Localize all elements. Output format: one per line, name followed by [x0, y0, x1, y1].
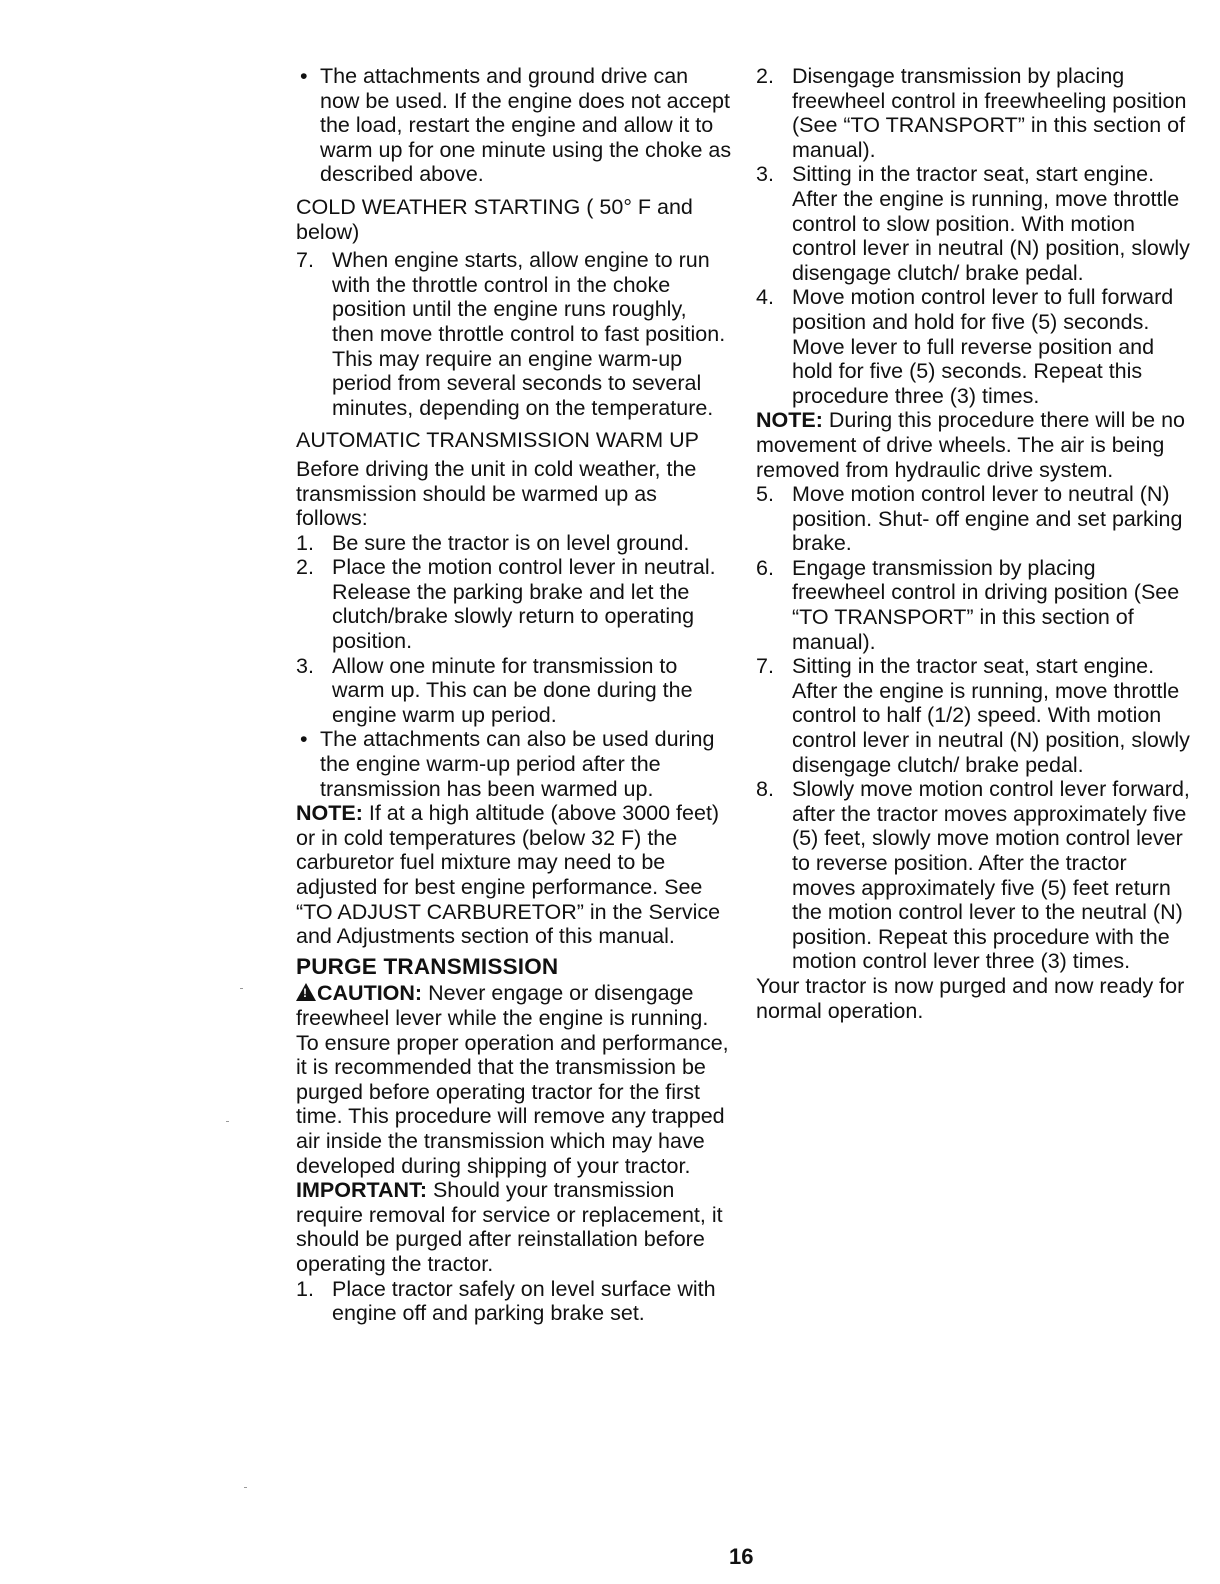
list-item-text: Move motion control lever to full forward position and hold for five (5) seconds. Move lever to full reverse position and hold for five (5) seconds. Repeat this procedure three (3) times.	[792, 285, 1174, 408]
list-item	[296, 248, 732, 420]
closing-text: Your tractor is now purged and now ready for normal operation.	[756, 973, 1185, 1023]
bullet-marker: •	[300, 727, 308, 752]
list-item-text: Move motion control lever to neutral (N) position. Shut- off engine and set parking brake.	[792, 482, 1183, 556]
list-item	[756, 654, 1194, 777]
list-item-text: Disengage transmission by placing freewheel control in freewheeling position (See “TO TRANSPORT” in this section of manual).	[792, 64, 1187, 162]
step-number: 1.	[296, 530, 314, 555]
step-number: 3.	[296, 653, 314, 678]
step-number: 7.	[296, 248, 314, 273]
step-number: 5.	[756, 482, 774, 507]
list-item	[756, 777, 1194, 974]
step-number: 4.	[756, 285, 774, 310]
important-text: Should your transmission require removal for service or replacement, it should be purged after reinstallation before operating the tractor.	[296, 1178, 723, 1276]
list-item-text: Sitting in the tractor seat, start engine. After the engine is running, move throttle control to slow position. With motion control lever in neutral (N) position, slowly disengage clutch/ brake pedal.	[792, 162, 1190, 285]
note-text: If at a high altitude (above 3000 feet) or in cold temperatures (below 32 F) the carburetor fuel mixture may need to be adjusted for best engine performance. See “TO ADJUST CARBURETOR” in the Service and Adjustments section of this manual.	[296, 801, 721, 949]
list-item-text: Sitting in the tractor seat, start engine. After the engine is running, move throttle control to half (1/2) speed. With motion control lever in neutral (N) position, slowly disengage clutch/ brake pedal.	[792, 654, 1190, 777]
step-number: 3.	[756, 162, 774, 187]
bullet-marker: •	[300, 64, 308, 88]
list-item	[756, 556, 1194, 654]
step-number: 2.	[296, 555, 314, 580]
important-label: IMPORTANT:	[296, 1178, 427, 1203]
list-item	[756, 482, 1194, 556]
step-number: 7.	[756, 654, 774, 679]
note-label: NOTE:	[756, 408, 823, 433]
step-number: 2.	[756, 64, 774, 88]
right-column	[756, 64, 1194, 1023]
note-drive-wheels	[756, 408, 1194, 482]
caution-label: CAUTION:	[317, 981, 423, 1006]
list-item	[296, 654, 732, 728]
purge-intro: To ensure proper operation and performance, it is recommended that the transmission be purged before operating tractor for the first time. This procedure will remove any trapped air inside the transmission which may have developed during shipping of your tractor.	[296, 1030, 729, 1178]
list-item-text: Slowly move motion control lever forward, after the tractor moves approximately five (5) feet, slowly move motion control lever to reverse position. After the tractor moves approximately five (5) feet return the motion control lever to the neutral (N) position. Repeat this procedure with the motion control lever three (3) times.	[792, 777, 1190, 974]
list-item	[756, 285, 1194, 408]
note-label: NOTE:	[296, 801, 363, 826]
list-item	[296, 727, 732, 801]
list-item-text: Be sure the tractor is on level ground.	[332, 530, 690, 555]
note-altitude	[296, 801, 732, 949]
step-number: 1.	[296, 1276, 314, 1301]
auto-warmup-heading: AUTOMATIC TRANSMISSION WARM UP	[296, 428, 699, 453]
step-number: 8.	[756, 777, 774, 802]
list-item-text: The attachments can also be used during the engine warm-up period after the transmission has been warmed up.	[320, 727, 715, 801]
list-item	[296, 1277, 732, 1326]
list-item	[296, 555, 732, 653]
caution-text: Never engage or disengage freewheel lever while the engine is running.	[296, 981, 709, 1030]
list-item-text: Place the motion control lever in neutral. Release the parking brake and let the clutch/brake slowly return to operating position.	[332, 555, 716, 654]
list-item-text: Allow one minute for transmission to warm up. This can be done during the engine warm up period.	[332, 653, 693, 727]
list-item-text: Engage transmission by placing freewheel control in driving position (See “TO TRANSPORT” in this section of manual).	[792, 555, 1180, 654]
scan-speck	[226, 1121, 229, 1122]
note-text: During this procedure there will be no movement of drive wheels. The air is being removed from hydraulic drive system.	[756, 408, 1185, 482]
list-item-text: Place tractor safely on level surface with engine off and parking brake set.	[332, 1276, 716, 1326]
purge-transmission-heading: PURGE TRANSMISSION	[296, 953, 559, 979]
list-item	[756, 162, 1194, 285]
caution-note	[296, 981, 732, 1030]
list-item-text: When engine starts, allow engine to run with the throttle control in the choke position until the engine runs roughly, then move throttle control to fast position. This may require an engine warm-up period from several seconds to several minutes, depending on the temperature.	[332, 248, 726, 420]
page-number: 16	[729, 1544, 754, 1569]
scan-speck	[244, 1487, 247, 1488]
list-item-text: The attachments and ground drive can now be used. If the engine does not accept the load, restart the engine and allow it to warm up for one minute using the choke as described above.	[320, 64, 732, 187]
cold-weather-heading: COLD WEATHER STARTING ( 50° F and below)	[296, 194, 693, 244]
important-note	[296, 1178, 732, 1276]
list-item	[756, 64, 1194, 162]
warning-triangle-icon	[296, 983, 316, 1001]
auto-warmup-intro: Before driving the unit in cold weather, the transmission should be warmed up as follows:	[296, 456, 697, 531]
left-column	[296, 64, 732, 1326]
scan-speck	[240, 988, 243, 989]
list-item	[296, 64, 732, 187]
list-item	[296, 531, 732, 556]
step-number: 6.	[756, 555, 774, 580]
